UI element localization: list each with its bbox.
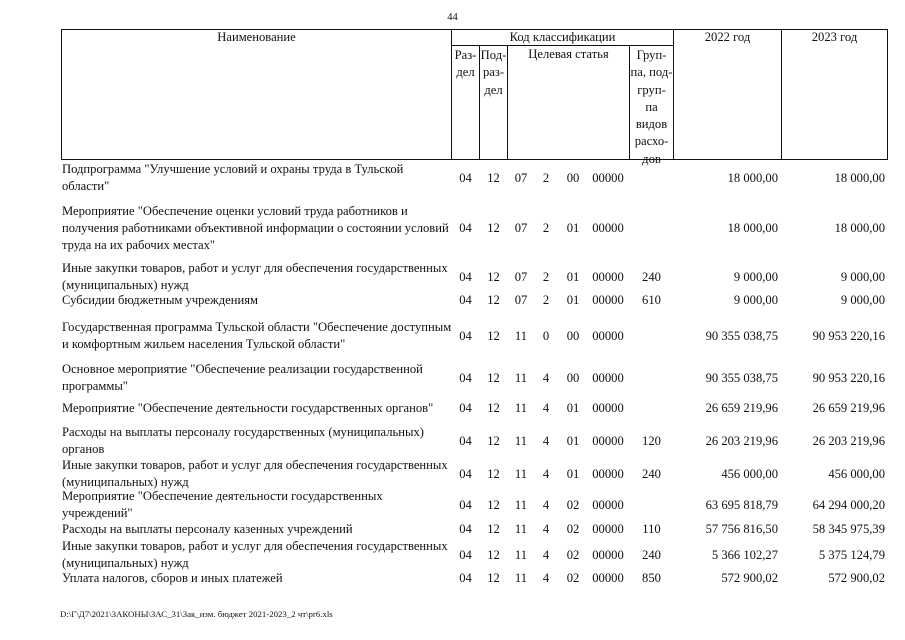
value-2022: 63 695 818,79	[705, 497, 778, 512]
header-line: Груп-	[636, 48, 667, 62]
target-cell-3: 02	[566, 497, 580, 512]
target-cell-2: 2	[542, 269, 550, 284]
target-cell-4: 00000	[592, 400, 624, 415]
target-cell-3: 01	[566, 220, 580, 235]
target-cell-2: 2	[542, 292, 550, 307]
target-cell-2: 4	[542, 433, 550, 448]
value-2023: 9 000,00	[840, 292, 885, 307]
target-cell-2: 2	[542, 220, 550, 235]
value-2023: 18 000,00	[834, 220, 885, 235]
header-line: па	[645, 99, 658, 114]
table-row	[0, 567, 905, 589]
value-2022: 572 900,02	[721, 570, 778, 585]
row-name: Субсидии бюджетным учреждениям	[62, 292, 258, 307]
section-cell: 04	[459, 292, 472, 307]
target-cell-3: 01	[566, 400, 580, 415]
group-cell	[630, 201, 673, 255]
value-2022: 18 000,00	[727, 220, 778, 235]
target-cell-1: 11	[514, 497, 528, 512]
target-cell-1: 11	[514, 328, 528, 343]
section-cell: 04	[459, 328, 472, 343]
header-code: Код классификации	[509, 30, 616, 44]
row-name: Мероприятие "Обеспечение деятельности государственных учреждений"	[62, 489, 383, 520]
section-cell: 04	[459, 466, 472, 481]
subsection-cell: 12	[487, 292, 500, 307]
target-cell-4: 00000	[592, 433, 624, 448]
target-cell-2: 4	[542, 466, 550, 481]
row-name: Иные закупки товаров, работ и услуг для обеспечения государственных (муниципальных) нужд	[62, 458, 448, 489]
header-line: груп-	[637, 82, 666, 97]
value-2023: 9 000,00	[840, 269, 885, 284]
row-name: Государственная программа Тульской области "Обеспечение доступным и комфортным жильем населения Тульской области"	[62, 320, 452, 351]
target-cell-4: 00000	[592, 497, 624, 512]
target-cell-4: 00000	[592, 547, 624, 562]
section-cell: 04	[459, 521, 472, 536]
row-name: Иные закупки товаров, работ и услуг для обеспечения государственных (муниципальных) нужд	[62, 261, 448, 292]
target-cell-4: 00000	[592, 292, 624, 307]
value-2022: 5 366 102,27	[711, 547, 778, 562]
header-line: расхо-	[634, 134, 669, 149]
header-line: па, под-	[630, 65, 673, 80]
value-2023: 456 000,00	[828, 466, 885, 481]
group-cell: 240	[642, 466, 661, 481]
group-cell	[630, 163, 673, 193]
value-2023: 572 900,02	[828, 570, 885, 585]
header-line: раз-	[482, 65, 505, 80]
group-cell: 120	[642, 433, 661, 448]
target-cell-3: 01	[566, 292, 580, 307]
target-cell-3: 02	[566, 547, 580, 562]
target-cell-1: 11	[514, 370, 528, 385]
header-line: видов	[635, 117, 668, 132]
value-2023: 58 345 975,39	[812, 521, 885, 536]
subsection-cell: 12	[487, 433, 500, 448]
target-cell-1: 11	[514, 521, 528, 536]
table-row	[0, 163, 905, 193]
section-cell: 04	[459, 269, 472, 284]
header-2023: 2023 год	[811, 30, 858, 44]
target-cell-1: 07	[514, 292, 528, 307]
table-row	[0, 360, 905, 396]
target-cell-1: 07	[514, 220, 528, 235]
header-line: дов	[642, 151, 661, 166]
subsection-cell: 12	[487, 370, 500, 385]
row-name: Мероприятие "Обеспечение оценки условий труда работников и получения работниками объективной информации о состоянии условий труда на их рабочих местах"	[62, 203, 449, 252]
row-name: Расходы на выплаты персоналу государственных (муниципальных) органов	[62, 425, 424, 456]
target-cell-2: 0	[542, 328, 550, 343]
divider	[507, 46, 508, 160]
group-cell	[630, 318, 673, 354]
header-group	[630, 47, 673, 168]
table-row	[0, 397, 905, 419]
group-cell	[630, 397, 673, 419]
target-cell-1: 11	[514, 433, 528, 448]
target-cell-4: 00000	[592, 220, 624, 235]
header-line: Под-	[480, 48, 507, 62]
target-cell-1: 07	[514, 269, 528, 284]
value-2022: 90 355 038,75	[705, 370, 778, 385]
target-cell-3: 00	[566, 328, 580, 343]
target-cell-1: 07	[514, 170, 528, 185]
subsection-cell: 12	[487, 497, 500, 512]
header-section	[452, 47, 479, 82]
subsection-cell: 12	[487, 170, 500, 185]
target-cell-3: 02	[566, 521, 580, 536]
group-cell: 850	[642, 570, 661, 585]
value-2023: 18 000,00	[834, 170, 885, 185]
header-subsection	[480, 47, 507, 99]
section-cell: 04	[459, 570, 472, 585]
table-row	[0, 201, 905, 255]
divider	[781, 29, 782, 160]
value-2022: 90 355 038,75	[705, 328, 778, 343]
table-row	[0, 458, 905, 490]
target-cell-4: 00000	[592, 269, 624, 284]
section-cell: 04	[459, 400, 472, 415]
value-2023: 64 294 000,20	[812, 497, 885, 512]
target-cell-2: 4	[542, 547, 550, 562]
section-cell: 04	[459, 433, 472, 448]
subsection-cell: 12	[487, 570, 500, 585]
value-2022: 9 000,00	[733, 292, 778, 307]
value-2022: 18 000,00	[727, 170, 778, 185]
section-cell: 04	[459, 547, 472, 562]
target-cell-3: 01	[566, 466, 580, 481]
group-cell: 110	[642, 521, 661, 536]
section-cell: 04	[459, 497, 472, 512]
target-cell-4: 00000	[592, 370, 624, 385]
subsection-cell: 12	[487, 466, 500, 481]
value-2022: 26 659 219,96	[705, 400, 778, 415]
table-row	[0, 262, 905, 292]
table-row	[0, 289, 905, 311]
subsection-cell: 12	[487, 521, 500, 536]
section-cell: 04	[459, 220, 472, 235]
header-target: Целевая статья	[528, 47, 609, 61]
value-2022: 456 000,00	[721, 466, 778, 481]
table-row	[0, 424, 905, 458]
target-cell-2: 4	[542, 400, 550, 415]
target-cell-1: 11	[514, 400, 528, 415]
target-cell-3: 01	[566, 269, 580, 284]
subsection-cell: 12	[487, 220, 500, 235]
target-cell-2: 4	[542, 570, 550, 585]
target-cell-3: 02	[566, 570, 580, 585]
subsection-cell: 12	[487, 328, 500, 343]
target-cell-4: 00000	[592, 570, 624, 585]
target-cell-1: 11	[514, 466, 528, 481]
target-cell-1: 11	[514, 547, 528, 562]
target-cell-2: 4	[542, 497, 550, 512]
target-cell-1: 11	[514, 570, 528, 585]
target-cell-3: 00	[566, 370, 580, 385]
section-cell: 04	[459, 370, 472, 385]
value-2023: 26 203 219,96	[812, 433, 885, 448]
row-name: Уплата налогов, сборов и иных платежей	[62, 570, 283, 585]
group-cell: 610	[642, 292, 661, 307]
table-row	[0, 318, 905, 354]
target-cell-2: 2	[542, 170, 550, 185]
row-name: Подпрограмма "Улучшение условий и охраны труда в Тульской области"	[62, 162, 404, 193]
target-cell-4: 00000	[592, 521, 624, 536]
page-number: 44	[447, 12, 458, 23]
row-name: Основное мероприятие "Обеспечение реализации государственной программы"	[62, 362, 423, 393]
group-cell: 240	[642, 547, 661, 562]
target-cell-4: 00000	[592, 328, 624, 343]
target-cell-4: 00000	[592, 170, 624, 185]
group-cell	[630, 489, 673, 521]
subsection-cell: 12	[487, 400, 500, 415]
value-2023: 5 375 124,79	[818, 547, 885, 562]
group-cell: 240	[642, 269, 661, 284]
target-cell-3: 00	[566, 170, 580, 185]
header-line: дел	[484, 82, 503, 97]
section-cell: 04	[459, 170, 472, 185]
file-path-footer: D:\Г\Д7\2021\ЗАКОНЫ\ЗАС_31\Зак_изм. бюджет 2021-2023_2 чт\pr6.xls	[60, 609, 333, 619]
header-line: Раз-	[454, 48, 477, 62]
target-cell-3: 01	[566, 433, 580, 448]
header-name: Наименование	[217, 30, 296, 44]
table-row	[0, 489, 905, 521]
subsection-cell: 12	[487, 547, 500, 562]
target-cell-2: 4	[542, 370, 550, 385]
subsection-cell: 12	[487, 269, 500, 284]
value-2022: 57 756 816,50	[705, 521, 778, 536]
value-2023: 26 659 219,96	[812, 400, 885, 415]
value-2022: 26 203 219,96	[705, 433, 778, 448]
target-cell-4: 00000	[592, 466, 624, 481]
header-line: дел	[456, 65, 475, 80]
row-name: Расходы на выплаты персоналу казенных учреждений	[62, 521, 353, 536]
group-cell	[630, 360, 673, 396]
target-cell-2: 4	[542, 521, 550, 536]
table-row	[0, 519, 905, 539]
row-name: Иные закупки товаров, работ и услуг для обеспечения государственных (муниципальных) нужд	[62, 539, 448, 570]
value-2022: 9 000,00	[733, 269, 778, 284]
header-2022: 2022 год	[704, 30, 751, 44]
value-2023: 90 953 220,16	[812, 328, 885, 343]
divider	[673, 29, 674, 160]
value-2023: 90 953 220,16	[812, 370, 885, 385]
row-name: Мероприятие "Обеспечение деятельности государственных органов"	[62, 400, 434, 415]
